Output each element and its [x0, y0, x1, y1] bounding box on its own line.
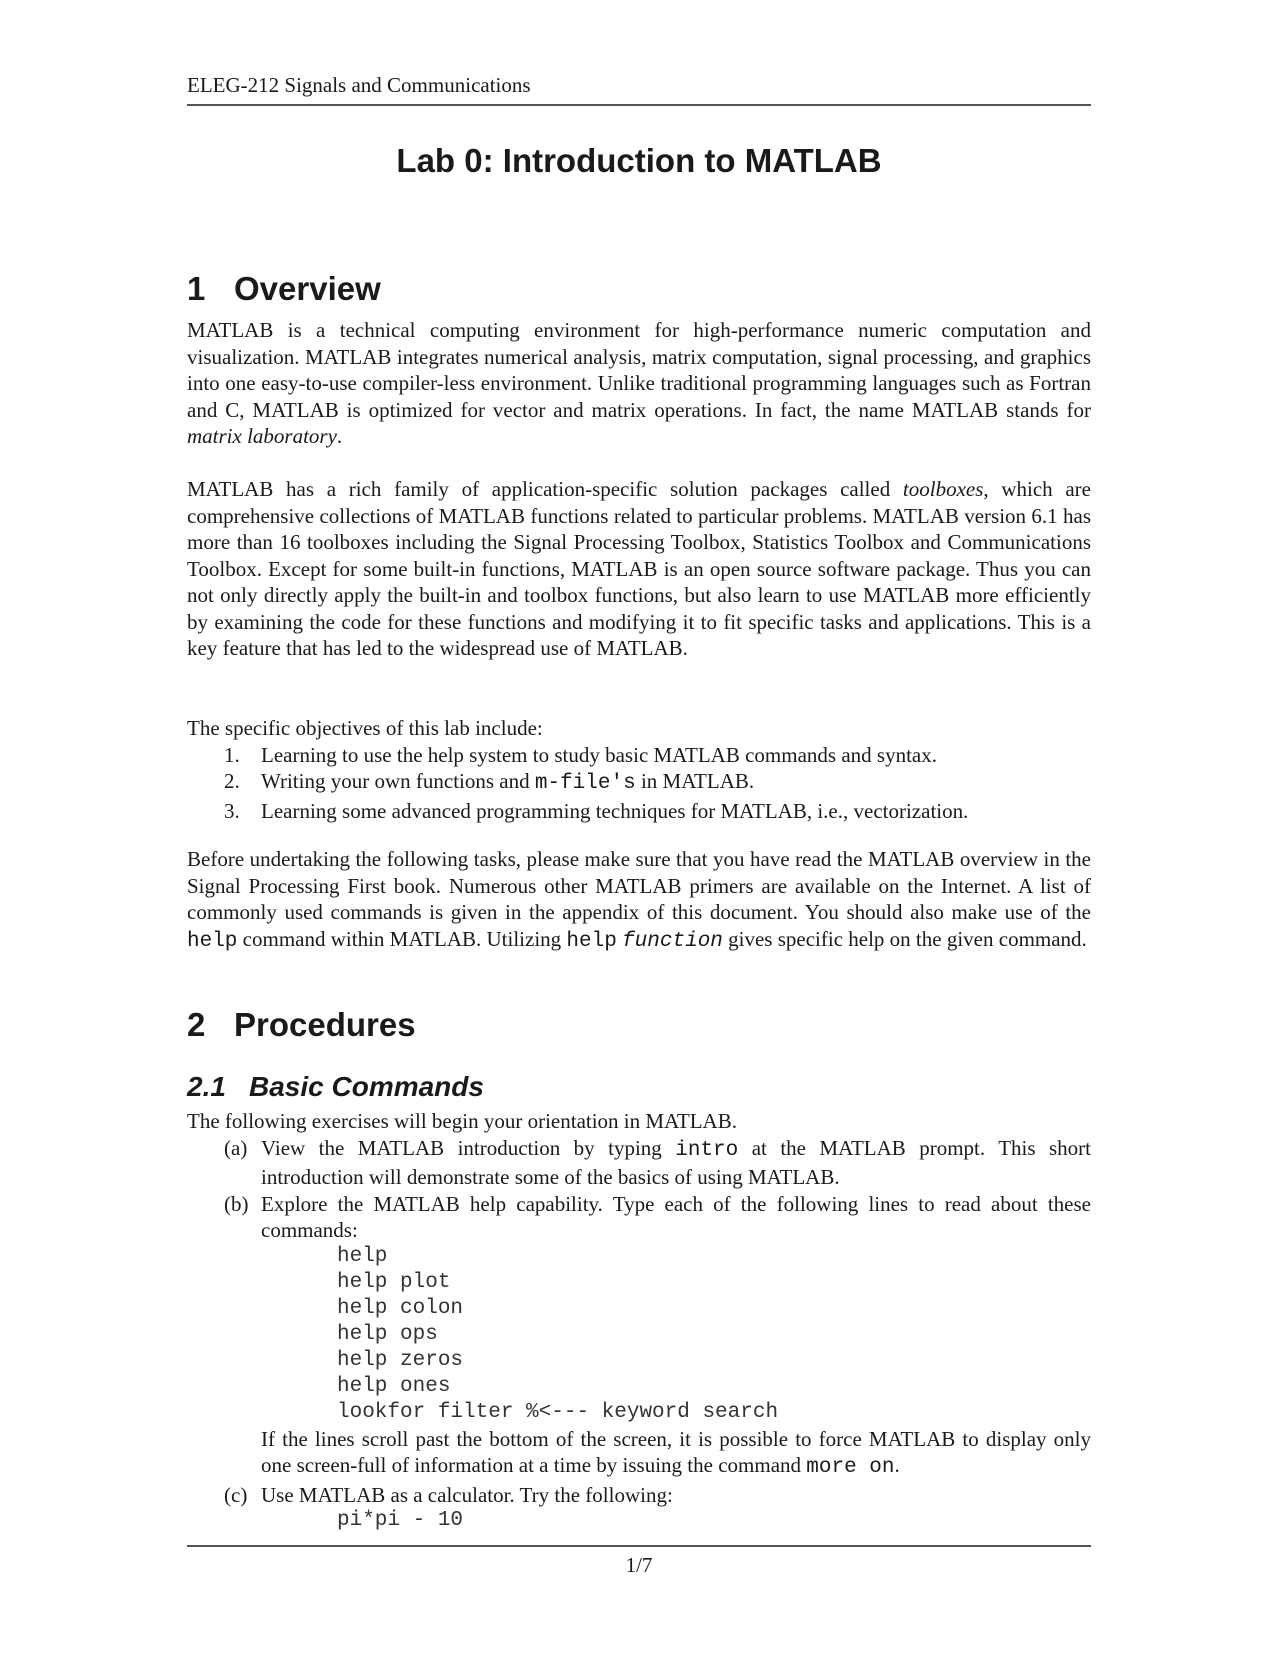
paragraph-text: , which are comprehensive collections of MATLAB functions related to particular problems. MATLAB version 6.1 has more than 16 toolboxes including the Signal Processing Toolbox, Statistics Toolbox and Communications Toolbox. Except for some built-in functions, MATLAB is an open source software package. Thus you can not only directly apply the built-in and toolbox functions, but also learn to use MATLAB more efficiently by examining the code for these functions and modifying it to fit specific tasks and applications. This is a key feature that has led to the widespread use of MATLAB.: [187, 477, 1091, 660]
list-item: [187, 768, 1091, 798]
overview-paragraph-1: [187, 317, 1091, 450]
list-number: 3.: [224, 798, 240, 823]
emphasis-text: toolboxes: [902, 477, 984, 501]
inline-code: more on: [806, 1456, 895, 1479]
objectives-list: [187, 742, 1091, 825]
list-text: Learning some advanced programming techniques for MATLAB, i.e., vectorization.: [261, 798, 969, 823]
inline-code: m-file's: [534, 772, 636, 795]
inline-code: intro: [675, 1138, 739, 1162]
list-number: (c): [224, 1482, 248, 1507]
inline-code-italic: [622, 930, 723, 953]
list-text: .: [894, 1453, 900, 1477]
paragraph-text: Before undertaking the following tasks, please make sure that you have read the MATLAB overview in the Signal Processing First book. Numerous other MATLAB primers are available on the Internet. A list of commonly used commands is given in the appendix of this document. You should also make use of the: [187, 847, 1091, 924]
list-text: Explore the MATLAB help capability. Type each of the following lines to read about these commands:: [261, 1191, 1091, 1242]
list-text: Writing your own functions and: [261, 769, 535, 793]
list-item: [187, 1191, 1091, 1482]
objectives-block: [187, 715, 1091, 824]
objectives-intro: The specific objectives of this lab include:: [187, 716, 543, 740]
subsection-2-1-heading: [187, 1071, 484, 1103]
list-text: If the lines scroll past the bottom of the screen, it is possible to force MATLAB to display only one screen-full of information at a time by issuing the command: [261, 1426, 1091, 1477]
subsection-number: 2.1: [187, 1071, 226, 1102]
paragraph-text: MATLAB has a rich family of application-specific solution packages called: [187, 477, 903, 501]
paragraph-text: gives specific help on the given command.: [722, 926, 1087, 951]
paragraph-text: command within MATLAB. Utilizing: [237, 926, 567, 951]
code-block: pi*pi - 10: [337, 1509, 464, 1532]
code-block: help help plot help colon help ops help zeros help ones lookfor filter %<--- keyword search: [337, 1244, 779, 1424]
running-header: ELEG-212 Signals and Communications: [187, 73, 1091, 106]
basic-commands-block: [187, 1108, 1091, 1534]
section-number: 2: [187, 1006, 206, 1043]
emphasis-text: function: [622, 929, 723, 953]
basic-commands-intro: The following exercises will begin your orientation in MATLAB.: [187, 1109, 737, 1133]
subsection-title: Basic Commands: [249, 1071, 484, 1102]
paragraph-text: MATLAB is a technical computing environment for high-performance numeric computation and visualization. MATLAB integrates numerical analysis, matrix computation, signal processing, and graphics into one easy-to-use compiler-less environment. Unlike traditional programming languages such as Fortran and C, MATLAB is optimized for vector and matrix operations. In fact, the name MATLAB stands for: [187, 318, 1091, 422]
list-text: in MATLAB.: [635, 769, 755, 793]
document-title: Lab 0: Introduction to MATLAB: [396, 142, 882, 179]
section-1-heading: [187, 270, 381, 308]
list-item: [187, 1482, 1091, 1535]
list-item: [187, 1135, 1091, 1191]
inline-code: help: [187, 929, 238, 953]
list-text: at the MATLAB prompt. This short introduction will demonstrate some of the basics of using MATLAB.: [261, 1135, 1091, 1189]
section-title: Overview: [234, 270, 381, 307]
section-2-heading: [187, 1006, 416, 1044]
inline-code: help: [566, 929, 617, 953]
paragraph-end: .: [336, 424, 343, 448]
footer-rule: [187, 1545, 1091, 1547]
list-number: 1.: [224, 742, 240, 767]
list-text: Learning to use the help system to study basic MATLAB commands and syntax.: [261, 742, 937, 767]
emphasis-text: matrix laboratory: [187, 424, 337, 448]
overview-paragraph-2: [187, 476, 1091, 662]
page-number: 1/7: [625, 1553, 653, 1577]
list-item: [187, 742, 1091, 769]
document-page: [187, 0, 1091, 1656]
list-item: [187, 798, 1091, 825]
exercise-list: [187, 1135, 1091, 1535]
section-number: 1: [187, 270, 206, 307]
list-number: 2.: [224, 769, 240, 793]
list-number: (a): [224, 1135, 248, 1160]
list-number: (b): [224, 1191, 249, 1216]
list-text: View the MATLAB introduction by typing: [261, 1135, 676, 1160]
overview-paragraph-4: [187, 846, 1091, 955]
list-text: Use MATLAB as a calculator. Try the following:: [261, 1482, 673, 1507]
section-title: Procedures: [234, 1006, 416, 1043]
